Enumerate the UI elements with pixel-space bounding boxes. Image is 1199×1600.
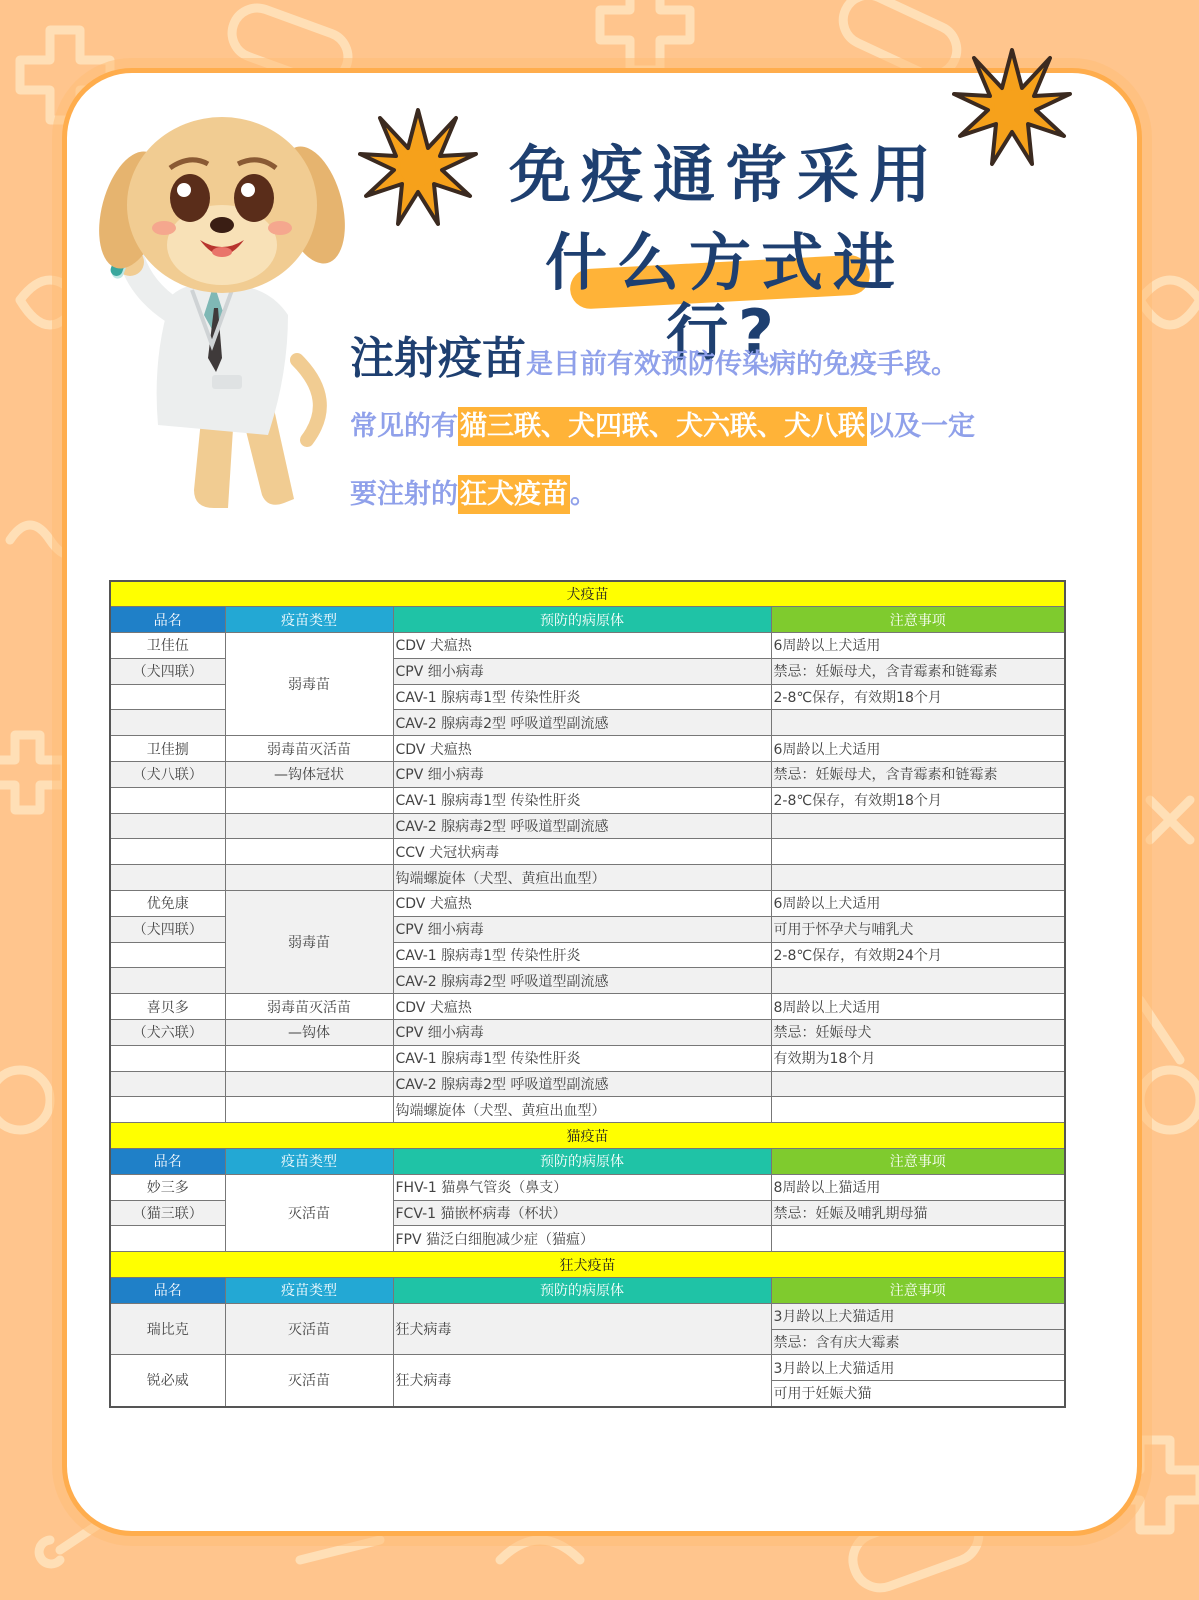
vaccine-type: [225, 865, 393, 891]
product-name: 瑞比克: [110, 1303, 225, 1355]
vaccine-type: [225, 1097, 393, 1123]
product-name: [110, 813, 225, 839]
product-name: [110, 1045, 225, 1071]
intro-line3: [350, 472, 1150, 511]
header-type: 疫苗类型: [225, 1149, 393, 1175]
vaccine-table: [109, 580, 1066, 1408]
page-title-line1: 免疫通常采用: [508, 138, 941, 211]
product-name: [110, 710, 225, 736]
pathogen: 狂犬病毒: [393, 1355, 771, 1407]
notes: [771, 1097, 1065, 1123]
section-title: 犬疫苗: [110, 581, 1065, 607]
product-name: 优免康: [110, 891, 225, 917]
product-name: [110, 865, 225, 891]
notes: 3月龄以上犬猫适用: [771, 1355, 1065, 1381]
vaccine-type: 弱毒苗: [225, 891, 393, 994]
pathogen: FHV-1 猫鼻气管炎（鼻支）: [393, 1174, 771, 1200]
notes: 禁忌：含有庆大霉素: [771, 1329, 1065, 1355]
product-name: [110, 1071, 225, 1097]
vaccine-type: 灭活苗: [225, 1355, 393, 1407]
product-name: 卫佳伍: [110, 633, 225, 659]
pathogen: CPV 细小病毒: [393, 658, 771, 684]
pathogen: CAV-1 腺病毒1型 传染性肝炎: [393, 942, 771, 968]
notes: 有效期为18个月: [771, 1045, 1065, 1071]
intro-text: 常见的有: [350, 411, 458, 442]
intro-highlight: 狂犬疫苗: [458, 475, 570, 514]
header-type: 疫苗类型: [225, 1278, 393, 1304]
pathogen: FCV-1 猫嵌杯病毒（杯状）: [393, 1200, 771, 1226]
notes: [771, 839, 1065, 865]
notes: [771, 710, 1065, 736]
vaccine-type: [225, 1071, 393, 1097]
header-type: 疫苗类型: [225, 607, 393, 633]
vaccine-type: [225, 787, 393, 813]
pathogen: 狂犬病毒: [393, 1303, 771, 1355]
product-name: 喜贝多: [110, 994, 225, 1020]
vaccine-type: —钩体冠状: [225, 762, 393, 788]
notes: 2-8℃保存，有效期18个月: [771, 684, 1065, 710]
notes: 2-8℃保存，有效期24个月: [771, 942, 1065, 968]
vaccine-type: 弱毒苗灭活苗: [225, 736, 393, 762]
vaccine-type: 弱毒苗灭活苗: [225, 994, 393, 1020]
pathogen: 钩端螺旋体（犬型、黄疸出血型）: [393, 865, 771, 891]
notes: 禁忌：妊娠母犬，含青霉素和链霉素: [771, 658, 1065, 684]
pathogen: CPV 细小病毒: [393, 916, 771, 942]
product-name: （犬八联）: [110, 762, 225, 788]
pathogen: CPV 细小病毒: [393, 762, 771, 788]
product-name: 锐必威: [110, 1355, 225, 1407]
product-name: [110, 839, 225, 865]
product-name: （犬四联）: [110, 658, 225, 684]
pathogen: CDV 犬瘟热: [393, 994, 771, 1020]
notes: [771, 1071, 1065, 1097]
intro-text: 。: [570, 479, 597, 510]
sparkle-icon: [952, 48, 1072, 168]
product-name: 妙三多: [110, 1174, 225, 1200]
intro-highlight: 猫三联、犬四联、犬六联、犬八联: [458, 407, 867, 446]
page-title-line2: 什么方式进行?: [544, 226, 905, 369]
intro-line2: [350, 404, 1150, 443]
vaccine-type: —钩体: [225, 1020, 393, 1046]
header-name: 品名: [110, 607, 225, 633]
pathogen: CPV 细小病毒: [393, 1020, 771, 1046]
header-pathogen: 预防的病原体: [393, 1149, 771, 1175]
pathogen: CDV 犬瘟热: [393, 736, 771, 762]
pathogen: CAV-2 腺病毒2型 呼吸道型副流感: [393, 710, 771, 736]
notes: 6周龄以上犬适用: [771, 736, 1065, 762]
vaccine-type: 灭活苗: [225, 1303, 393, 1355]
pathogen: CAV-2 腺病毒2型 呼吸道型副流感: [393, 813, 771, 839]
section-title: 猫疫苗: [110, 1123, 1065, 1149]
header-pathogen: 预防的病原体: [393, 607, 771, 633]
notes: [771, 968, 1065, 994]
intro-strong: 注射疫苗: [350, 333, 526, 384]
pathogen: FPV 猫泛白细胞减少症（猫瘟）: [393, 1226, 771, 1252]
header-notes: 注意事项: [771, 607, 1065, 633]
notes: [771, 865, 1065, 891]
sparkle-icon: [358, 108, 478, 228]
header-notes: 注意事项: [771, 1278, 1065, 1304]
intro-text: 要注射的: [350, 479, 458, 510]
product-name: [110, 1097, 225, 1123]
header-pathogen: 预防的病原体: [393, 1278, 771, 1304]
pathogen: CAV-1 腺病毒1型 传染性肝炎: [393, 787, 771, 813]
vaccine-type: 灭活苗: [225, 1174, 393, 1251]
product-name: （猫三联）: [110, 1200, 225, 1226]
dog-doctor-mascot: [92, 110, 352, 515]
vaccine-type: [225, 839, 393, 865]
product-name: 卫佳捌: [110, 736, 225, 762]
notes: 2-8℃保存，有效期18个月: [771, 787, 1065, 813]
notes: 6周龄以上犬适用: [771, 891, 1065, 917]
notes: 8周龄以上犬适用: [771, 994, 1065, 1020]
pathogen: 钩端螺旋体（犬型、黄疸出血型）: [393, 1097, 771, 1123]
notes: [771, 813, 1065, 839]
notes: 禁忌：妊娠及哺乳期母猫: [771, 1200, 1065, 1226]
pathogen: CAV-2 腺病毒2型 呼吸道型副流感: [393, 1071, 771, 1097]
product-name: （犬六联）: [110, 1020, 225, 1046]
notes: [771, 1226, 1065, 1252]
pathogen: CAV-1 腺病毒1型 传染性肝炎: [393, 1045, 771, 1071]
product-name: [110, 1226, 225, 1252]
header-name: 品名: [110, 1149, 225, 1175]
notes: 3月龄以上犬猫适用: [771, 1303, 1065, 1329]
header-notes: 注意事项: [771, 1149, 1065, 1175]
pathogen: CDV 犬瘟热: [393, 633, 771, 659]
product-name: [110, 787, 225, 813]
pathogen: CAV-2 腺病毒2型 呼吸道型副流感: [393, 968, 771, 994]
product-name: （犬四联）: [110, 916, 225, 942]
vaccine-type: [225, 1045, 393, 1071]
notes: 禁忌：妊娠母犬: [771, 1020, 1065, 1046]
notes: 可用于怀孕犬与哺乳犬: [771, 916, 1065, 942]
notes: 可用于妊娠犬猫: [771, 1381, 1065, 1407]
intro-text: 以及一定: [867, 411, 975, 442]
notes: 禁忌：妊娠母犬，含青霉素和链霉素: [771, 762, 1065, 788]
product-name: [110, 684, 225, 710]
vaccine-type: 弱毒苗: [225, 633, 393, 736]
notes: 6周龄以上犬适用: [771, 633, 1065, 659]
vaccine-type: [225, 813, 393, 839]
product-name: [110, 942, 225, 968]
pathogen: CCV 犬冠状病毒: [393, 839, 771, 865]
section-title: 狂犬疫苗: [110, 1252, 1065, 1278]
notes: 8周龄以上猫适用: [771, 1174, 1065, 1200]
pathogen: CAV-1 腺病毒1型 传染性肝炎: [393, 684, 771, 710]
intro-text: 是目前有效预防传染病的免疫手段。: [526, 349, 958, 380]
header-name: 品名: [110, 1278, 225, 1304]
product-name: [110, 968, 225, 994]
pathogen: CDV 犬瘟热: [393, 891, 771, 917]
intro-line1: [350, 322, 1150, 386]
